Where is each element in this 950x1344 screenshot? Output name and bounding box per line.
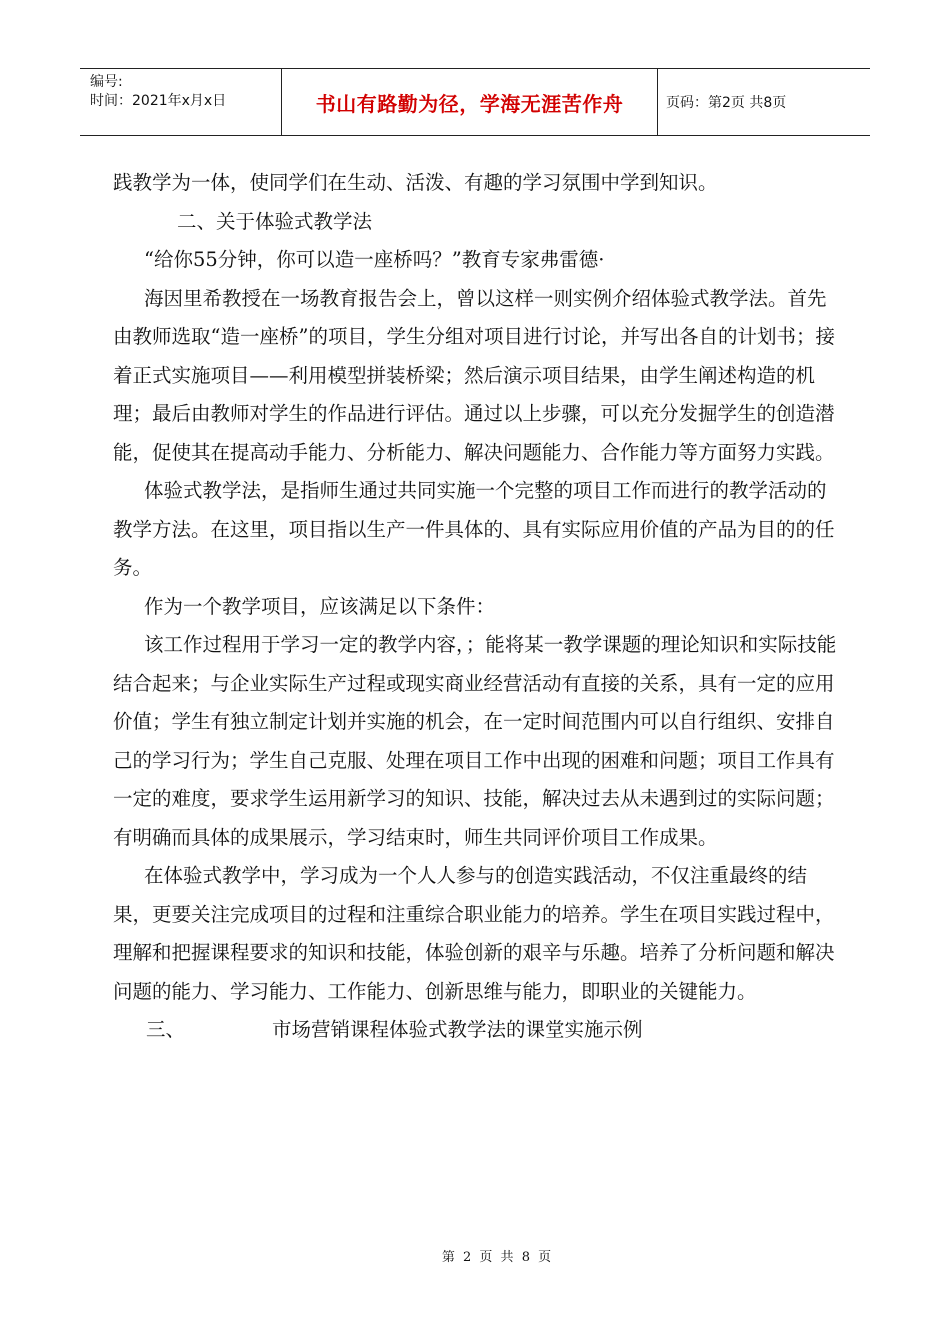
page-header	[80, 68, 870, 136]
page-footer: 第 2 页 共 8 页	[441, 1250, 554, 1265]
header-motto: 书山有路勤为径，学海无涯苦作舟	[282, 69, 658, 135]
paragraph-definition: 体验式教学法，是指师生通过共同实施一个完整的项目工作而进行的教学活动的教学方法。在这里，项目指以生产一件具体的、具有实际应用价值的产品为目的的任务。	[113, 479, 835, 579]
paragraph-conditions-intro: 作为一个教学项目，应该满足以下条件：	[144, 594, 496, 618]
paragraph-summary: 在体验式教学中，学习成为一个人人参与的创造实践活动，不仅注重最终的结果，更要关注完成项目的过程和注重综合职业能力的培养。学生在项目实践过程中，理解和把握课程要求的知识和技能，体验创新的艰辛与乐趣。培养了分析问题和解决问题的能力、学习能力、工作能力、创新思维与能力，即职业的关键能力。	[113, 864, 835, 1003]
header-page-info: 页码：第2页 共8页	[666, 95, 787, 111]
document-number-label: 编号:	[90, 74, 123, 90]
section-heading-3-number: 三、	[146, 1018, 186, 1041]
section-heading-2: 二、关于体验式教学法	[177, 209, 373, 233]
document-body	[113, 164, 843, 1050]
header-meta	[80, 69, 282, 135]
paragraph-quote: “给你55分钟，你可以造一座桥吗？”教育专家弗雷德·	[144, 248, 605, 271]
paragraph-continuation: 践教学为一体，使同学们在生动、活泼、有趣的学习氛围中学到知识。	[113, 171, 718, 194]
paragraph-conditions: 该工作过程用于学习一定的教学内容，；能将某一教学课题的理论知识和实际技能结合起来；与企业实际生产过程或现实商业经营活动有直接的关系，具有一定的应用价值；学生有独立制定计划并实施的机会，在一定时间范围内可以自行组织、安排自己的学习行为；学生自己克服、处理在项目工作中出现的困难和问题；项目工作具有一定的难度，要求学生运用新学习的知识、技能，解决过去从未遇到过的实际问题；有明确而具体的成果展示，学习结束时，师生共同评价项目工作成果。	[113, 633, 837, 849]
section-heading-3-text: 市场营销课程体验式教学法的课堂实施示例	[272, 1018, 643, 1041]
document-time-label: 时间：2021年x月x日	[90, 93, 227, 109]
paragraph-example: 海因里希教授在一场教育报告会上，曾以这样一则实例介绍体验式教学法。首先由教师选取“造一座桥”的项目，学生分组对项目进行讨论，并写出各自的计划书；接着正式实施项目——利用模型拼装桥梁；然后演示项目结果，由学生阐述构造的机理；最后由教师对学生的作品进行评估。通过以上步骤，可以充分发掘学生的创造潜能，促使其在提高动手能力、分析能力、解决问题能力、合作能力等方面努力实践。	[113, 286, 835, 464]
section-heading-3	[113, 1011, 843, 1050]
